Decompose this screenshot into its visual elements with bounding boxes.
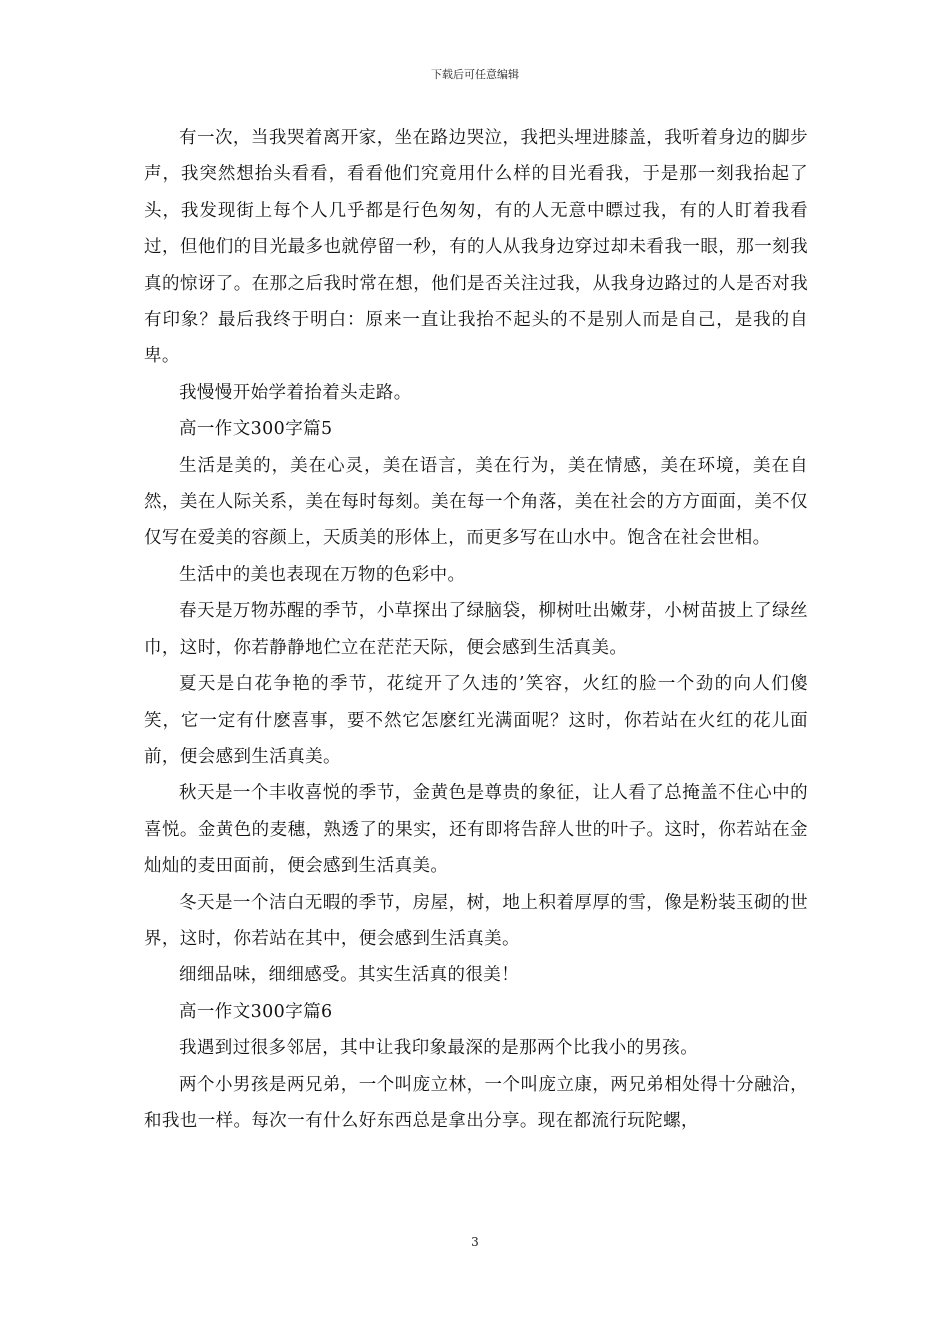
page-header: 下载后可任意编辑 xyxy=(431,68,519,81)
paragraph: 有一次，当我哭着离开家，坐在路边哭泣，我把头埋进膝盖，我听着身边的脚步声，我突然想抬头看看，看看他们究竟用什么样的目光看我，于是那一刻我抬起了头，我发现街上每个人几乎都是行色匆匆，有的人无意中瞟过我，有的人盯着我看过，但他们的目光最多也就停留一秒，有的人从我身边穿过却未看我一眼，那一刻我真的惊讶了。在那之后我时常在想，他们是否关注过我，从我身边路过的人是否对我有印象？最后我终于明白：原来一直让我抬不起头的不是别人而是自己，是我的自卑。 xyxy=(144,128,808,367)
paragraph: 生活中的美也表现在万物的色彩中。 xyxy=(179,564,466,585)
paragraph: 两个小男孩是两兄弟，一个叫庞立林，一个叫庞立康，两兄弟相处得十分融洽，和我也一样。每次一有什么好东西总是拿出分享。现在都流行玩陀螺， xyxy=(144,1074,808,1131)
paragraph: 生活是美的，美在心灵，美在语言，美在行为，美在情感，美在环境，美在自然，美在人际关系，美在每时每刻。美在每一个角落，美在社会的方方面面，美不仅仅写在爱美的容颜上，天质美的形体上，而更多写在山水中。饱含在社会世相。 xyxy=(144,455,808,549)
page-number: 3 xyxy=(471,1235,479,1249)
paragraph: 冬天是一个洁白无暇的季节，房屋，树，地上积着厚厚的雪，像是粉装玉砌的世界，这时，你若站在其中，便会感到生活真美。 xyxy=(144,892,808,949)
section-heading: 高一作文300字篇6 xyxy=(179,1001,333,1022)
paragraph: 夏天是白花争艳的季节，花绽开了久违的’笑容，火红的脸一个劲的向人们傻笑，它一定有什麽喜事，要不然它怎麽红光满面呢？这时，你若站在火红的花儿面前，便会感到生活真美。 xyxy=(144,674,808,767)
document-body xyxy=(144,120,808,1139)
paragraph: 细细品味，细细感受。其实生活真的很美！ xyxy=(179,965,520,986)
paragraph: 我慢慢开始学着抬着头走路。 xyxy=(179,382,412,403)
paragraph: 秋天是一个丰收喜悦的季节，金黄色是尊贵的象征，让人看了总掩盖不住心中的喜悦。金黄色的麦穗，熟透了的果实，还有即将告辞人世的叶子。这时，你若站在金灿灿的麦田面前，便会感到生活真美。 xyxy=(144,783,808,877)
paragraph: 春天是万物苏醒的季节，小草探出了绿脑袋，柳树吐出嫩芽，小树苗披上了绿丝巾，这时，你若静静地伫立在茫茫天际，便会感到生活真美。 xyxy=(144,601,808,658)
paragraph: 我遇到过很多邻居，其中让我印象最深的是那两个比我小的男孩。 xyxy=(179,1038,699,1059)
section-heading: 高一作文300字篇5 xyxy=(179,419,333,440)
